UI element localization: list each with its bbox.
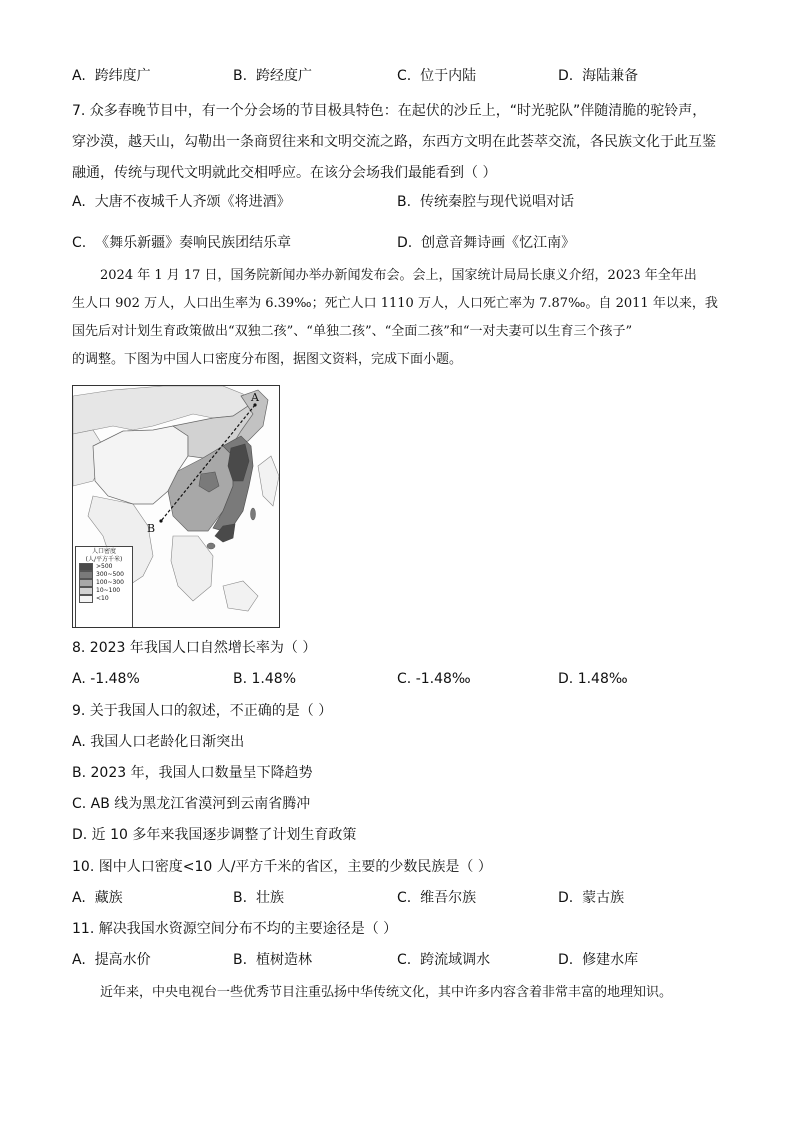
option-key: D. [558,68,574,84]
option-text: -1.48‰ [415,671,471,687]
option-key: B. [233,68,248,84]
q7-option-d [397,233,575,253]
q11-option-b [233,950,312,970]
q10-option-a [72,888,123,908]
q10-option-c [397,888,476,908]
option-key: C. [397,68,412,84]
hainan-island [207,543,215,549]
label-b: B [147,522,156,535]
q9-option-c: C. AB 线为黑龙江省漠河到云南省腾冲 [72,796,311,812]
option-key: C. [72,235,87,251]
q8-option-d [558,669,628,689]
q10-option-b [233,888,284,908]
question-8-stem: 8. 2023 年我国人口自然增长率为（ ） [72,640,317,656]
option-key: B. [233,952,248,968]
q9-option-b: B. 2023 年，我国人口数量呈下降趋势 [72,765,313,781]
q11-option-d [558,950,638,970]
option-text: 《舞乐新疆》奏响民族团结乐章 [95,235,292,251]
legend-label: >500 [96,563,113,570]
legend-row [76,571,132,579]
question-7-stem [72,96,722,189]
q7-option-b [397,192,574,212]
option-text: 海陆兼备 [582,68,639,84]
q9-option-d: D. 近 10 多年来我国逐步调整了计划生育政策 [72,827,357,843]
population-density-map [72,385,280,628]
q8-option-a [72,669,140,689]
legend-unit: (人/平方千米) [85,556,123,563]
legend-swatch [79,587,93,595]
option-key: B. [233,671,248,687]
q11-option-a [72,950,151,970]
q8-option-c [397,669,471,689]
q6-option-d [558,66,638,86]
option-text: 大唐不夜城千人齐颂《将进酒》 [94,194,291,210]
option-text: 跨纬度广 [94,68,151,84]
q6-option-a [72,66,151,86]
legend-row [76,595,132,603]
option-text: 跨经度广 [255,68,312,84]
stem-line: 7. 众多春晚节目中，有一个分会场的节目极具特色：在起伏的沙丘上，“时光驼队”伴随清脆的驼铃声， [72,103,707,119]
option-text: 跨流域调水 [420,952,491,968]
legend-row [76,587,132,595]
option-text: 壮族 [255,890,284,906]
option-text: 维吾尔族 [420,890,477,906]
option-key: B. [397,194,412,210]
material-line: 2024 年 1 月 17 日，国务院新闻办举办新闻发布会。会上，国家统计局局长康义介绍，2023 年全年出 [100,268,697,283]
option-key: A. [72,952,86,968]
option-text: 修建水库 [582,952,639,968]
legend-swatch [79,563,93,571]
q9-option-a: A. 我国人口老龄化日渐突出 [72,734,245,750]
material-paragraph [72,262,724,374]
question-11-stem: 11. 解决我国水资源空间分布不均的主要途径是（ ） [72,921,398,937]
option-key: B. [233,890,248,906]
option-key: C. [397,671,412,687]
option-text: 1.48% [251,671,296,687]
option-text: 位于内陆 [420,68,477,84]
option-text: 提高水价 [94,952,151,968]
legend-row [76,579,132,587]
option-key: A. [72,194,86,210]
option-text: 植树造林 [255,952,312,968]
q6-option-b [233,66,312,86]
q6-option-c [397,66,476,86]
q7-option-c [72,233,291,253]
label-a: A [251,391,259,404]
material-line: 生人口 902 万人，人口出生率为 6.39‰；死亡人口 1110 万人，人口死亡率为 7.87‰。自 2011 年以来，我 [72,296,718,311]
stem-line: 融通，传统与现代文明就此交相呼应。在该分会场我们最能看到（ ） [72,165,497,181]
option-key: C. [397,952,412,968]
taiwan-island [251,508,256,520]
option-key: D. [397,235,413,251]
material-line: 的调整。下图为中国人口密度分布图，据图文资料，完成下面小题。 [72,352,463,367]
closing-material [72,980,724,1006]
option-key: D. [558,671,574,687]
option-text: 传统秦腔与现代说唱对话 [419,194,574,210]
option-text: 蒙古族 [582,890,625,906]
q10-option-d [558,888,624,908]
legend-swatch [79,579,93,587]
q8-option-b [233,669,296,689]
legend-swatch [79,571,93,579]
option-text: 藏族 [94,890,123,906]
option-key: A. [72,68,86,84]
legend-label: 300~500 [96,571,124,578]
material-line: 国先后对计划生育政策做出“双独二孩”、“单独二孩”、“全面二孩”和“一对夫妻可以生育三个孩子” [72,324,633,339]
legend-label: <10 [96,595,109,602]
legend-title: 人口密度 [91,548,116,555]
option-text: 1.48‰ [577,671,628,687]
legend-label: 10~100 [96,587,121,594]
map-legend [75,546,133,628]
option-key: C. [397,890,412,906]
option-key: A. [72,890,86,906]
point-b [159,519,162,522]
closing-text: 近年来，中央电视台一些优秀节目注重弘扬中华传统文化，其中许多内容含着非常丰富的地理知识。 [100,985,673,1000]
legend-label: 100~300 [96,579,124,586]
question-10-stem: 10. 图中人口密度<10 人/平方千米的省区，主要的少数民族是（ ） [72,859,492,875]
option-key: D. [558,952,574,968]
question-9-stem: 9. 关于我国人口的叙述，不正确的是（ ） [72,703,333,719]
option-text: 创意音舞诗画《忆江南》 [421,235,576,251]
option-key: A. [72,671,86,687]
stem-line: 穿沙漠，越天山，勾勒出一条商贸往来和文明交流之路，东西方文明在此荟萃交流，各民族文化于此互鉴 [72,134,716,150]
q11-option-c [397,950,490,970]
legend-row [76,563,132,571]
option-text: -1.48% [90,671,140,687]
legend-swatch [79,595,93,603]
option-key: D. [558,890,574,906]
q7-option-a [72,192,291,212]
